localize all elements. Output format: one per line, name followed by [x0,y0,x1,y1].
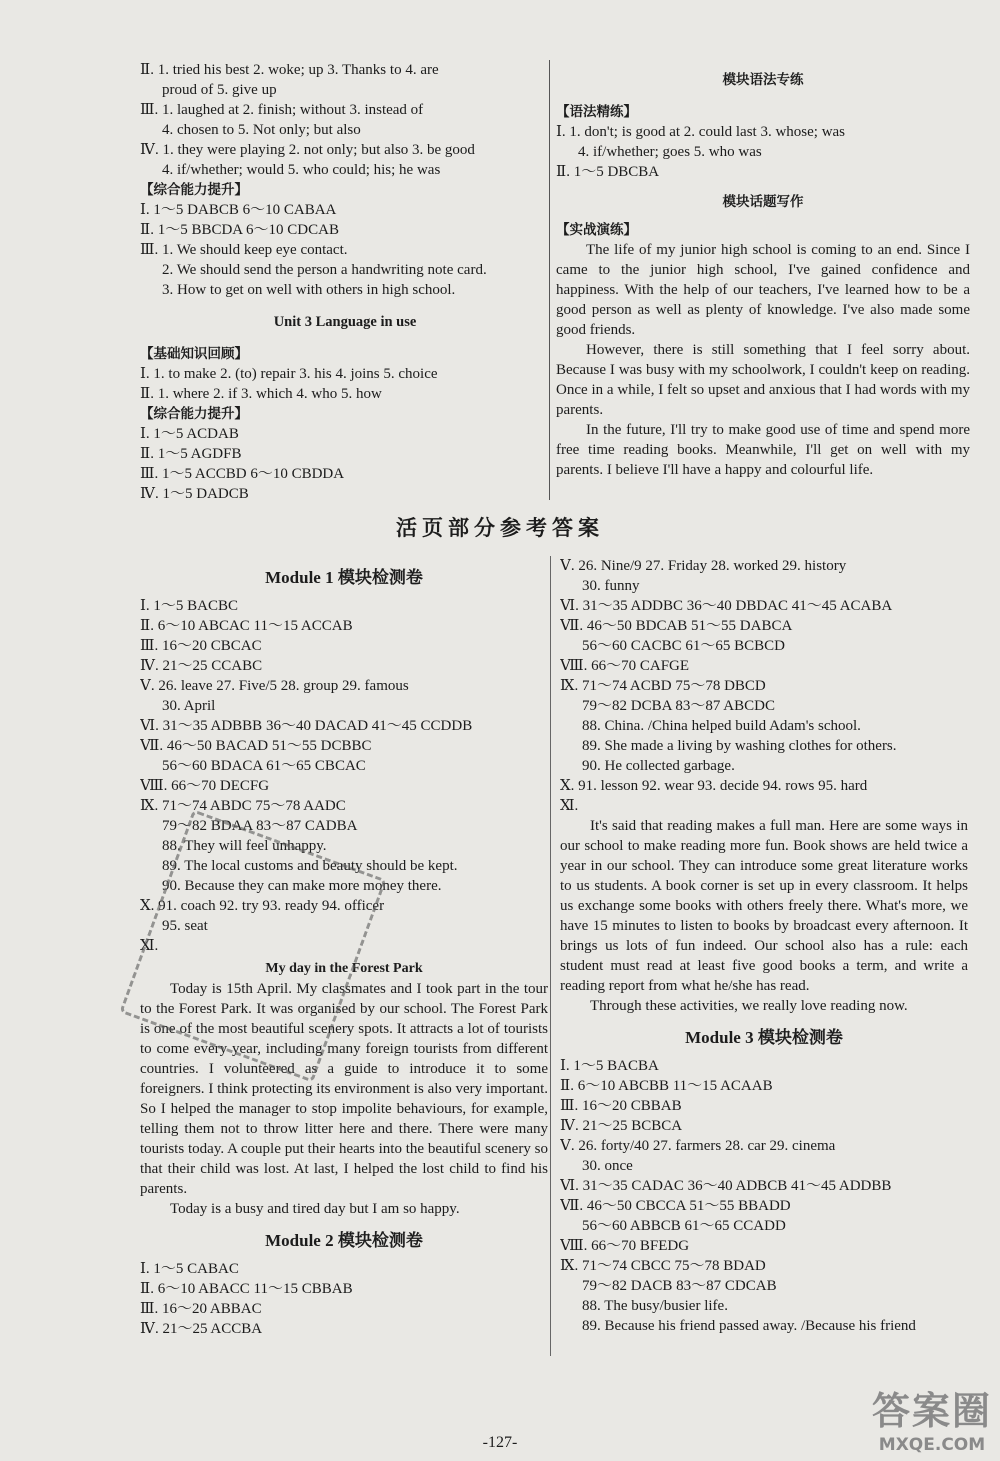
answer-line: 88. The busy/busier life. [582,1298,728,1314]
answer-line: 88. They will feel unhappy. [162,838,327,854]
answer-line: Ⅳ. 21～25 CCABC [140,658,263,674]
answer-line: Ⅸ. 71～74 ABDC 75～78 AADC [140,798,346,814]
answer-line: Ⅶ. 46～50 BACAD 51～55 DCBBC [140,738,372,754]
section-tag: 【基础知识回顾】 [140,346,248,362]
answer-line: Ⅰ. 1～5 BACBC [140,598,239,614]
essay-paragraph: The life of my junior high school is coming to an end. Since I came to the junior high school, I've gained confidence and happiness. With the help of our teachers, I've learned how to be a good person as well as plenty of knowledge. I've also made some good friends. [556,242,970,338]
section-tag: 【综合能力提升】 [140,406,248,422]
answer-line: 79～82 DACB 83～87 CDCAB [582,1278,777,1294]
writing-practice-tag: 【实战演练】 [556,222,637,238]
answer-line: Ⅰ. 1～5 ACDAB [140,426,239,442]
answer-line: 56～60 CACBC 61～65 BCBCD [582,638,785,654]
watermark-text: 答案圈 [871,1389,992,1433]
answer-line: Ⅸ. 71～74 CBCC 75～78 BDAD [560,1258,766,1274]
answer-line: 56～60 BDACA 61～65 CBCAC [162,758,366,774]
answer-line: Ⅲ. 1. We should keep eye contact. [140,242,348,258]
answer-line: Ⅲ. 16～20 ABBAC [140,1301,262,1317]
answer-line: Ⅲ. 16～20 CBCAC [140,638,262,654]
answer-line: 88. China. /China helped build Adam's school. [582,718,861,734]
essay-title: My day in the Forest Park [265,961,423,976]
essay-paragraph: However, there is still something that I feel sorry about. Because I was busy with my schoolwork, I couldn't keep on reading. Once in a while, I felt so upset and anxious that I had words with my parents. [556,342,970,418]
answer-line: 30. April [162,698,216,714]
answer-line: 3. How to get on well with others in high school. [162,282,456,298]
answer-line: 90. Because they can make more money there. [162,878,442,894]
answer-line: Ⅲ. 16～20 CBBAB [560,1098,682,1114]
answer-line: Ⅴ. 26. Nine/9 27. Friday 28. worked 29. history [560,558,847,574]
right-bottom-column [560,556,968,1336]
answer-line: Ⅲ. 1～5 ACCBD 6～10 CBDDA [140,466,345,482]
answer-line: Ⅵ. 31～35 ADBBB 36～40 DACAD 41～45 CCDDB [140,718,473,734]
answer-line: Ⅱ. 6～10 ABCAC 11～15 ACCAB [140,618,353,634]
answer-line: Ⅳ. 21～25 ACCBA [140,1321,263,1337]
answer-line: Ⅰ. 1. to make 2. (to) repair 3. his 4. joins 5. choice [140,366,438,382]
grammar-practice-tag: 【语法精练】 [556,104,637,120]
answer-line: 89. The local customs and beauty should be kept. [162,858,458,874]
column-divider-bottom [550,556,551,1356]
essay-paragraph: Today is 15th April. My classmates and I took part in the tour to the Forest Park. It was organised by our school. The Forest Park is one of the most beautiful scenery spots. It attracts a lot of tourists to come every year, including many foreign tourists from different countries. I volunteered as a guide to introduce it to some foreigners. I think protecting its environment is also very important. So I helped the manager to stop impolite behaviours, for example, telling them not to throw litter here and there. There were many tourists today. A couple put their hearts into the beautiful scenery so that their child was lost. At last, I helped the lost child to find his parents. [140,981,548,1197]
unit-title: Unit 3 Language in use [273,314,417,330]
module-2-title: Module 2 模块检测卷 [265,1231,423,1250]
answer-line: 89. She made a living by washing clothes for others. [582,738,897,754]
answer-line: 89. Because his friend passed away. /Because his friend [582,1318,916,1334]
answer-line: Ⅹ. 91. lesson 92. wear 93. decide 94. rows 95. hard [560,778,868,794]
writing-essay [556,240,970,480]
watermark-url: MXQE.COM [878,1435,986,1455]
answer-line: Ⅱ. 6～10 ABACC 11～15 CBBAB [140,1281,353,1297]
answer-line: Ⅸ. 71～74 ACBD 75～78 DBCD [560,678,766,694]
module-2-essay [560,816,968,1016]
answer-line: Ⅴ. 26. forty/40 27. farmers 28. car 29. cinema [560,1138,836,1154]
answer-line: Ⅰ. 1～5 BACBA [560,1058,659,1074]
answer-line: 30. funny [582,578,640,594]
answer-line: 4. chosen to 5. Not only; but also [162,122,361,138]
essay-paragraph: Through these activities, we really love reading now. [590,998,908,1014]
answer-line: 4. if/whether; would 5. who could; his; he was [162,162,441,178]
topic-writing-title: 模块话题写作 [722,194,804,210]
grammar-answers [556,122,970,182]
answer-line: 95. seat [162,918,208,934]
answer-line: 79～82 BDAA 83～87 CADBA [162,818,358,834]
module-2-answers-continued [560,556,968,816]
essay-paragraph: It's said that reading makes a full man. Here are some ways in our school to make reading more fun. Book shows are held twice a year in our school. They can introduce some great literature works to us students. A book corner is set up in every classroom. It helps us exchange some books with others freely there. What's more, we have 15 minutes to listen to books by broadcast every afternoon. It brings us lots of fun indeed. Our school also has a rule: each student must read at least five good books a term, and write a reading report from what he/she has read. [560,818,968,994]
section-tag: 【综合能力提升】 [140,182,248,198]
answer-line: Ⅱ. 1. tried his best 2. woke; up 3. Thanks to 4. are [140,62,439,78]
answer-line: 90. He collected garbage. [582,758,735,774]
answer-line: Ⅵ. 31～35 CADAC 36～40 ADBCB 41～45 ADDBB [560,1178,892,1194]
module-1-title: Module 1 模块检测卷 [265,568,423,587]
grammar-practice-title: 模块语法专练 [722,72,804,88]
answer-line: Ⅷ. 66～70 DECFG [140,778,270,794]
answer-line: Ⅳ. 1. they were playing 2. not only; but also 3. be good [140,142,475,158]
module-3-answers [560,1056,968,1336]
answer-line: 79～82 DCBA 83～87 ABCDC [582,698,775,714]
answer-line: Ⅶ. 46～50 BDCAB 51～55 DABCA [560,618,793,634]
answer-line: Ⅴ. 26. leave 27. Five/5 28. group 29. famous [140,678,409,694]
answer-line: Ⅱ. 6～10 ABCBB 11～15 ACAAB [560,1078,773,1094]
answer-line: Ⅹ. 91. coach 92. try 93. ready 94. officer [140,898,385,914]
answer-line: Ⅷ. 66～70 CAFGE [560,658,690,674]
answer-line: 56～60 ABBCB 61～65 CCADD [582,1218,786,1234]
answer-line: Ⅳ. 1～5 DADCB [140,486,249,502]
answer-line: Ⅳ. 21～25 BCBCA [560,1118,683,1134]
answer-line: Ⅱ. 1. where 2. if 3. which 4. who 5. how [140,386,382,402]
answer-line: Ⅷ. 66～70 BFEDG [560,1238,690,1254]
answer-line: proud of 5. give up [162,82,277,98]
section-title: 活页部分参考答案 [396,515,604,540]
answer-line: Ⅵ. 31～35 ADDBC 36～40 DBDAC 41～45 ACABA [560,598,893,614]
answer-line: Ⅲ. 1. laughed at 2. finish; without 3. instead of [140,102,424,118]
answer-line: Ⅱ. 1～5 BBCDA 6～10 CDCAB [140,222,339,238]
answer-line: Ⅰ. 1. don't; is good at 2. could last 3. whose; was [556,124,846,140]
answer-line: Ⅱ. 1～5 DBCBA [556,164,660,180]
answer-line: Ⅰ. 1～5 DABCB 6～10 CABAA [140,202,337,218]
page-number: -127- [482,1434,518,1451]
answer-line: 2. We should send the person a handwriting note card. [162,262,487,278]
answer-line: Ⅶ. 46～50 CBCCA 51～55 BBADD [560,1198,791,1214]
left-top-column [140,60,550,504]
essay-paragraph: Today is a busy and tired day but I am so happy. [170,1201,460,1217]
watermark-logo [872,1380,992,1455]
answer-line: 4. if/whether; goes 5. who was [578,144,762,160]
answer-line: 30. once [582,1158,633,1174]
answer-line: Ⅺ. [140,938,159,954]
answer-line: Ⅱ. 1～5 AGDFB [140,446,242,462]
essay-paragraph: In the future, I'll try to make good use of time and spend more free time reading books. Meanwhile, I'll get on well with my parents. I believe I'll have a happy and colourful life. [556,422,970,478]
answer-line: Ⅰ. 1～5 CABAC [140,1261,239,1277]
right-top-column [556,70,970,480]
answer-line: Ⅺ. [560,798,579,814]
module-3-title: Module 3 模块检测卷 [685,1028,843,1047]
module-2-answers [140,1259,548,1339]
